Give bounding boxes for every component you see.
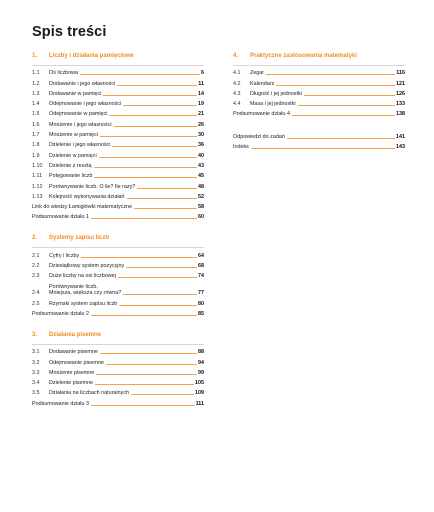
- leader-line: [131, 394, 194, 395]
- entry-page-number: 94: [198, 359, 204, 366]
- entry-title: Podsumowanie działu 4: [233, 111, 290, 118]
- entry-page-number: 99: [198, 369, 204, 376]
- entry-page-number: 14: [198, 90, 204, 97]
- spacer: [233, 119, 405, 131]
- entry-title: Indeks: [233, 144, 249, 151]
- leader-line: [119, 305, 197, 306]
- entry-page-number: 111: [195, 400, 204, 407]
- chapter-title: Praktyczne zastosowania matematyki: [250, 53, 358, 59]
- entry-page-number: 45: [198, 173, 204, 180]
- entry-number: 3.3: [32, 369, 40, 376]
- toc-summary-entry[interactable]: [32, 398, 204, 408]
- toc-right-column: [233, 52, 405, 152]
- leader-line: [95, 384, 194, 385]
- leader-line: [266, 74, 395, 75]
- toc-entry[interactable]: [32, 298, 204, 308]
- entry-number: 4.1: [233, 70, 241, 77]
- toc-entry[interactable]: [32, 161, 204, 171]
- toc-entry[interactable]: [32, 181, 204, 191]
- entry-title: Kalendarz: [250, 80, 275, 87]
- entry-page-number: 77: [198, 290, 204, 297]
- entry-number: 1.11: [32, 173, 43, 180]
- entry-number: 1.1: [32, 70, 40, 77]
- toc-entry[interactable]: [233, 99, 405, 109]
- toc-entry[interactable]: [32, 261, 204, 271]
- toc-entry[interactable]: [233, 89, 405, 99]
- leader-line: [134, 208, 197, 209]
- toc-entry[interactable]: [233, 68, 405, 78]
- leader-line: [292, 115, 395, 116]
- entry-title: Porównywanie liczb. Mniejsza, większa czy równa?: [49, 283, 122, 297]
- entry-title: Działania na liczbach naturalnych: [49, 390, 130, 397]
- leader-line: [112, 146, 197, 147]
- entry-page-number: 58: [198, 204, 204, 211]
- entry-title: Mnożenie w pamięci: [49, 132, 98, 139]
- entry-number: 2.4: [32, 290, 40, 297]
- entry-number: 1.2: [32, 80, 40, 87]
- divider: [233, 65, 405, 66]
- entry-number: 2.3: [32, 273, 40, 280]
- spacer: [32, 319, 204, 331]
- entry-page-number: 36: [198, 142, 204, 149]
- entry-title: Oś liczbowa: [49, 70, 79, 77]
- entry-page-number: 68: [198, 263, 204, 270]
- entry-page-number: 30: [198, 132, 204, 139]
- toc-entry[interactable]: [32, 78, 204, 88]
- entry-title: Podsumowanie działu 1: [32, 214, 89, 221]
- entry-page-number: 105: [195, 380, 204, 387]
- entry-title: Długość i jej jednostki: [250, 90, 302, 97]
- chapter-heading-2[interactable]: [32, 234, 204, 243]
- leader-line: [137, 188, 197, 189]
- entry-title: Dodawanie w pamięci: [49, 90, 102, 97]
- toc-entry[interactable]: [32, 171, 204, 181]
- entry-number: 1.12: [32, 183, 43, 190]
- toc-entry[interactable]: [32, 150, 204, 160]
- entry-number: 3.1: [32, 349, 40, 356]
- entry-number: 1.5: [32, 111, 40, 118]
- chapter-number: 2.: [32, 235, 38, 242]
- leader-line: [117, 85, 197, 86]
- leader-line: [96, 374, 197, 375]
- toc-extra-entry[interactable]: [233, 131, 405, 141]
- chapter-number: 1.: [32, 53, 38, 59]
- entry-number: 3.5: [32, 390, 40, 397]
- entry-page-number: 74: [198, 273, 204, 280]
- toc-summary-entry[interactable]: [32, 309, 204, 319]
- entry-number: 3.4: [32, 380, 40, 387]
- divider: [32, 247, 204, 248]
- entry-title: Odejmowanie w pamięci: [49, 111, 108, 118]
- entry-title: Dodawanie i jego własności: [49, 80, 116, 87]
- entry-title: Dodawanie pisemne: [49, 349, 98, 356]
- toc-entry[interactable]: [32, 271, 204, 281]
- leader-line: [103, 95, 197, 96]
- entry-page-number: 11: [198, 80, 204, 87]
- divider: [32, 65, 204, 66]
- entry-number: 1.9: [32, 152, 40, 159]
- leader-line: [109, 115, 197, 116]
- spacer: [32, 222, 204, 234]
- entry-number: 4.4: [233, 101, 241, 108]
- leader-line: [123, 294, 197, 295]
- toc-entry[interactable]: [233, 78, 405, 88]
- entry-title: Link do wiedzy Łamigłówki matematyczne: [32, 204, 133, 211]
- page-title: Spis treści: [32, 24, 107, 40]
- entry-page-number: 6: [201, 70, 204, 77]
- entry-page-number: 85: [198, 310, 204, 317]
- leader-line: [123, 105, 197, 106]
- leader-line: [100, 136, 197, 137]
- toc-entry[interactable]: [32, 347, 204, 357]
- entry-number: 4.2: [233, 80, 241, 87]
- toc-summary-entry[interactable]: [233, 109, 405, 119]
- toc-entry[interactable]: [32, 109, 204, 119]
- entry-title: Dzielenie i jego własności: [49, 142, 111, 149]
- entry-title: Dzielenie pisemne: [49, 380, 94, 387]
- chapter-heading-3[interactable]: [32, 331, 204, 340]
- entry-title: Masa i jej jednostki: [250, 101, 296, 108]
- leader-line: [287, 138, 395, 139]
- chapter-title: Liczby i działania pamięciowe: [49, 53, 134, 59]
- entry-number: 1.7: [32, 132, 40, 139]
- toc-entry[interactable]: [32, 89, 204, 99]
- leader-line: [100, 353, 197, 354]
- chapter-heading-4[interactable]: [233, 52, 405, 61]
- entry-page-number: 80: [198, 300, 204, 307]
- entry-page-number: 21: [198, 111, 204, 118]
- toc-extra-entry[interactable]: [233, 142, 405, 152]
- toc-entry[interactable]: [32, 281, 204, 298]
- entry-title: Odejmowanie pisemne: [49, 359, 104, 366]
- leader-line: [298, 105, 395, 106]
- leader-line: [94, 167, 197, 168]
- entry-page-number: 109: [195, 390, 204, 397]
- entry-title: Potęgowanie liczb: [49, 173, 93, 180]
- toc-entry[interactable]: [32, 357, 204, 367]
- entry-title: Dzielenie w pamięci: [49, 152, 97, 159]
- entry-number: 1.10: [32, 162, 43, 169]
- entry-number: 2.5: [32, 300, 40, 307]
- entry-title: Dziesiątkowy system pozycyjny: [49, 263, 125, 270]
- entry-page-number: 60: [198, 214, 204, 221]
- toc-entry[interactable]: [32, 130, 204, 140]
- entry-title: Podsumowanie działu 2: [32, 310, 89, 317]
- divider: [32, 344, 204, 345]
- chapter-number: 4.: [233, 53, 239, 59]
- entry-page-number: 126: [396, 90, 405, 97]
- entry-page-number: 121: [396, 80, 405, 87]
- entry-title: Odpowiedzi do zadań: [233, 133, 285, 140]
- chapter-title: Systemy zapisu liczb: [49, 235, 110, 242]
- entry-title: Mnożenie i jego własności: [49, 121, 112, 128]
- toc-entry[interactable]: [32, 119, 204, 129]
- entry-page-number: 40: [198, 152, 204, 159]
- toc-summary-entry[interactable]: [32, 202, 204, 212]
- toc-entry[interactable]: [32, 378, 204, 388]
- entry-title: Mnożenie pisemne: [49, 369, 95, 376]
- entry-title: Podsumowanie działu 3: [32, 400, 89, 407]
- toc-entry[interactable]: [32, 388, 204, 398]
- toc-entry[interactable]: [32, 192, 204, 202]
- entry-page-number: 141: [396, 133, 405, 140]
- entry-page-number: 19: [198, 101, 204, 108]
- leader-line: [91, 218, 197, 219]
- entry-page-number: 143: [396, 144, 405, 151]
- leader-line: [276, 85, 395, 86]
- leader-line: [91, 315, 197, 316]
- entry-title: Porównywanie liczb. O ile? Ile razy?: [49, 183, 136, 190]
- entry-number: 4.3: [233, 90, 241, 97]
- leader-line: [94, 177, 197, 178]
- leader-line: [251, 148, 395, 149]
- entry-number: 1.8: [32, 142, 40, 149]
- entry-page-number: 116: [396, 70, 405, 77]
- entry-page-number: 133: [396, 101, 405, 108]
- entry-page-number: 64: [198, 252, 204, 259]
- entry-number: 2.1: [32, 252, 40, 259]
- leader-line: [114, 126, 197, 127]
- entry-title: Dzielenie z resztą: [49, 162, 92, 169]
- toc-entry[interactable]: [32, 368, 204, 378]
- entry-number: 2.2: [32, 263, 40, 270]
- entry-page-number: 138: [396, 111, 405, 118]
- entry-title: Odejmowanie i jego własności: [49, 101, 122, 108]
- toc-left-column: [32, 52, 204, 409]
- toc-entry[interactable]: [32, 99, 204, 109]
- entry-page-number: 43: [198, 162, 204, 169]
- toc-entry[interactable]: [32, 250, 204, 260]
- leader-line: [99, 157, 197, 158]
- entry-title: Cyfry i liczby: [49, 252, 80, 259]
- leader-line: [106, 364, 197, 365]
- chapter-title: Działania pisemne: [49, 331, 102, 338]
- entry-number: 1.13: [32, 193, 43, 200]
- leader-line: [81, 257, 197, 258]
- chapter-number: 3.: [32, 331, 38, 338]
- entry-title: Zegar: [250, 70, 265, 77]
- entry-number: 1.4: [32, 101, 40, 108]
- toc-entry[interactable]: [32, 68, 204, 78]
- entry-page-number: 26: [198, 121, 204, 128]
- entry-title: Kolejność wykonywania działań: [49, 193, 125, 200]
- entry-page-number: 52: [198, 193, 204, 200]
- leader-line: [127, 198, 197, 199]
- toc-entry[interactable]: [32, 140, 204, 150]
- entry-number: 1.6: [32, 121, 40, 128]
- entry-title: Duże liczby na osi liczbowej: [49, 273, 116, 280]
- entry-number: 1.3: [32, 90, 40, 97]
- entry-page-number: 48: [198, 183, 204, 190]
- leader-line: [304, 95, 395, 96]
- entry-number: 3.2: [32, 359, 40, 366]
- leader-line: [118, 277, 197, 278]
- leader-line: [91, 405, 195, 406]
- leader-line: [80, 74, 200, 75]
- toc-summary-entry[interactable]: [32, 212, 204, 222]
- chapter-heading-1[interactable]: [32, 52, 204, 61]
- leader-line: [126, 267, 197, 268]
- entry-title: Rzymski system zapisu liczb: [49, 300, 118, 307]
- entry-page-number: 88: [198, 349, 204, 356]
